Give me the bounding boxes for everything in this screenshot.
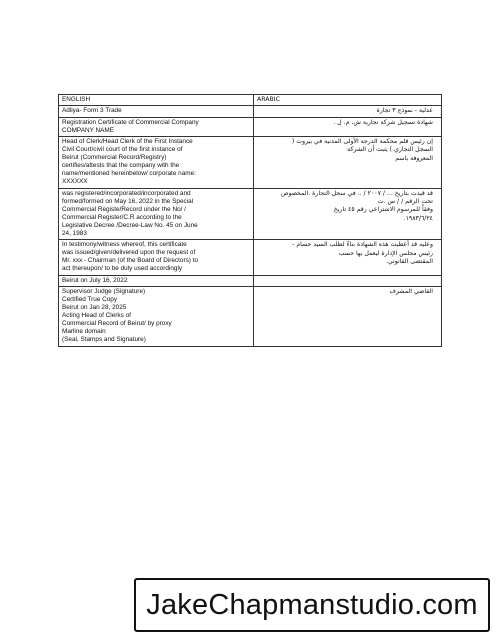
english-cell [59,188,254,240]
table-row [59,106,442,117]
english-cell [59,117,254,136]
arabic-cell [254,137,442,189]
arabic-cell [254,275,442,286]
arabic-cell [254,188,442,240]
english-line: Commercial Record of Beirut/ by proxy [62,320,172,328]
header-english: ENGLISH [59,95,254,106]
english-line: Adliya- Form 3 Trade [62,107,122,115]
english-line: Registration Certificate of Commercial Company [62,118,199,126]
arabic-line: السجل التجاري ) يثبت أن الشركة [347,146,433,154]
english-line: certifies/attests that the company with the [62,162,180,170]
arabic-line: المقتضى القانوني. [385,257,433,265]
arabic-line: رئيس مجلس الإدارة ليعمل بها حسب [338,249,433,257]
english-line: Acting Head of Clerks of [62,312,131,320]
english-line: act thereupon/ to be duly used accordingly [62,265,183,273]
english-line: COMPANY NAME [62,126,114,134]
arabic-line: إن رئيس قلم محكمة الدرجة الأولى المدنية في بيروت ( [291,138,433,145]
english-line: name/mentioned hereinbelow/ corporate name: [62,170,196,178]
arabic-line: قد قيدت بتاريخ ... / ٢٠٠٧ / .. في سجل التجارة .المخصوص [281,189,433,197]
english-line: Beirut on July 16, 2022 [62,276,128,284]
english-line: In testimony/witness whereof, this certificate [62,241,187,249]
header-row [59,95,442,106]
english-cell [59,286,254,346]
english-line: Certified True Copy [62,296,118,303]
english-cell [59,137,254,189]
header-arabic: ARABIC [254,95,442,106]
english-line: XXXXXX [62,178,88,186]
english-line: Legislative Decree /Decree-Law No. 45 on June [62,221,198,229]
arabic-line: المعروفة باسم [395,154,433,162]
english-line: Commercial Registe/Record under the No/ / [62,205,186,213]
english-cell [59,275,254,286]
table-row [59,275,442,286]
arabic-cell [254,106,442,117]
english-line: Marline domain [62,328,106,336]
table-row [59,137,442,189]
table-row [59,240,442,275]
table-row [59,188,442,240]
english-line: Head of Clerk/Head Clerk of the First Instance [62,138,193,145]
table-row [59,117,442,136]
arabic-line: وعليه قد أعطيت هذه الشهادة بناءً لطلب السيد حسام - [292,241,433,249]
arabic-line: تحت الرقم / / س .ت [377,197,433,205]
english-line: 24, 1983 [62,230,87,238]
watermark-banner: JakeChapmanstudio.com [134,578,490,632]
arabic-cell [254,286,442,346]
arabic-line: ١٩٨٣/٦/٢٤. [403,214,433,222]
english-line: Supervisor Judge (Signature) [62,287,146,295]
arabic-line: شهادة تسجيل شركة تجارية ش. م. ل . [333,118,433,126]
arabic-cell [254,240,442,275]
arabic-line: وفقاً للمرسوم الاشتراعي رقم ٤٥ تاريخ [333,206,433,214]
arabic-cell [254,117,442,136]
english-line: Beirut on Jan 28, 2025 [62,304,127,312]
arabic-line: القاضي المشرف [389,287,433,295]
english-line: Mr. xxx - Chairman (of the Board of Directors) to [62,257,199,265]
english-line: (Seal, Stamps and Signature) [62,336,146,344]
arabic-line: عدلية - نموذج ٣ تجارة [376,107,433,115]
table-row [59,286,442,346]
english-cell [59,240,254,275]
english-line: was registered/incorporated/incorporated and [62,189,191,197]
english-line: Commercial Register/C.R according to the [62,213,182,221]
translation-table [58,94,442,347]
english-line: was issued/given/delivered upon the request of [62,249,196,257]
english-line: Civil Court/civil court of the first instance of [62,146,183,154]
english-line: formed/formed on May 16, 2022 in the Special [62,197,194,205]
english-line: Beirut (Commercial Record/Registry) [62,154,167,162]
english-cell [59,106,254,117]
